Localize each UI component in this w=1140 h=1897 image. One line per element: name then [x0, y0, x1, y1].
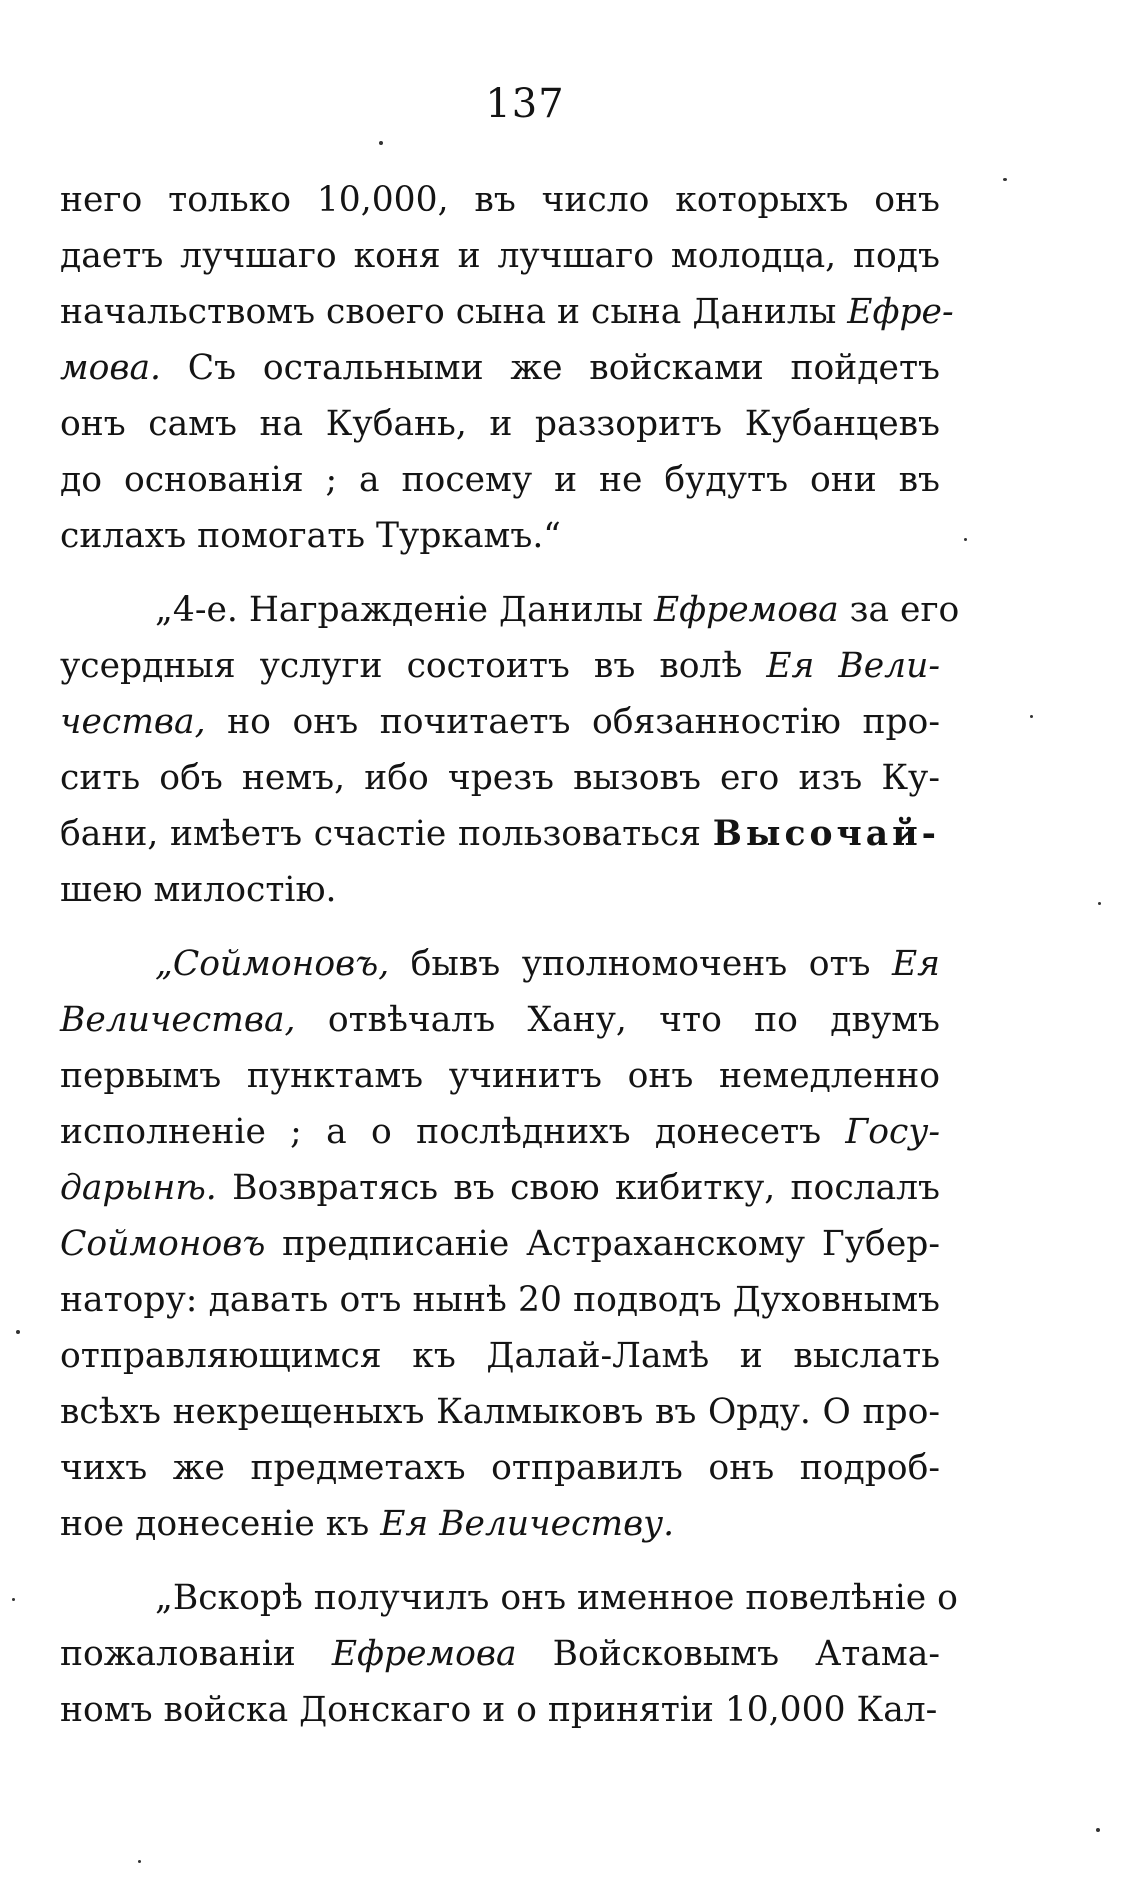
text-run: онъ самъ на Кубань, и раззоритъ Кубанцевъ — [60, 404, 940, 444]
text-line — [60, 228, 940, 284]
italic-run: Величества, — [60, 1000, 296, 1040]
italic-run: Ея — [891, 944, 940, 984]
text-run: чихъ же предметахъ отправилъ онъ подроб- — [60, 1448, 940, 1488]
scan-speck — [1098, 902, 1101, 905]
italic-run: дарынѣ. — [60, 1168, 217, 1208]
text-line — [60, 1216, 940, 1272]
text-run: первымъ пунктамъ учинитъ онъ немедленно — [60, 1056, 940, 1096]
text-run: „4-е. Награжденіе Данилы — [155, 590, 654, 630]
scan-speck — [16, 1330, 20, 1334]
text-run: пожалованіи — [60, 1634, 332, 1674]
text-line — [60, 582, 960, 638]
text-line — [60, 806, 940, 862]
page-number: 137 — [485, 81, 565, 127]
text-line — [60, 452, 940, 508]
text-run: предписаніе Астраханскому Губер- — [265, 1224, 940, 1264]
text-run: натору: давать отъ нынѣ 20 подводъ Духовнымъ — [60, 1280, 940, 1320]
text-run: бани, имѣетъ счастіе пользоваться — [60, 814, 713, 854]
text-run: начальствомъ своего сына и сына Данилы — [60, 292, 848, 332]
text-run: за его — [838, 590, 960, 630]
text-line — [60, 1272, 940, 1328]
text-line — [60, 862, 940, 918]
scan-speck — [1030, 715, 1033, 718]
text-run: но онъ почитаетъ обязанностію про- — [205, 702, 940, 742]
text-line — [60, 638, 940, 694]
text-line — [60, 1160, 940, 1216]
text-run: даетъ лучшаго коня и лучшаго молодца, подъ — [60, 236, 940, 276]
scan-speck — [1096, 1828, 1100, 1832]
scan-speck — [12, 1598, 15, 1601]
text-run: „Вскорѣ получилъ онъ именное повелѣніе о — [155, 1578, 958, 1618]
text-run: шею милостію. — [60, 870, 337, 910]
scan-speck — [964, 538, 967, 541]
text-run: бывъ уполномоченъ отъ — [389, 944, 892, 984]
scan-speck — [1003, 178, 1007, 181]
spaced-run: Высочай- — [712, 814, 940, 854]
text-line — [60, 694, 940, 750]
text-line — [60, 1570, 958, 1626]
italic-run: Ефремова — [331, 1634, 517, 1674]
text-line — [60, 1328, 940, 1384]
scan-speck — [379, 141, 383, 145]
text-run: ное донесеніе къ — [60, 1504, 381, 1544]
italic-run: чества, — [60, 702, 206, 742]
text-run: отвѣчалъ Хану, что по двумъ — [295, 1000, 940, 1040]
italic-run: Ея Величеству. — [380, 1504, 675, 1544]
italic-run: Госу- — [845, 1112, 940, 1152]
text-line — [60, 508, 940, 564]
italic-run: Ефре- — [847, 292, 954, 332]
text-line — [60, 284, 954, 340]
text-line — [60, 1048, 940, 1104]
text-line — [60, 1496, 940, 1552]
text-line — [60, 396, 940, 452]
text-line — [60, 1626, 940, 1682]
text-line — [60, 340, 940, 396]
text-run: отправляющимся къ Далай-Ламѣ и выслать — [60, 1336, 940, 1376]
text-run: усердныя услуги состоитъ въ волѣ — [60, 646, 767, 686]
text-run: номъ войска Донскаго и о принятіи 10,000 Кал- — [60, 1690, 938, 1730]
body-text — [60, 172, 960, 1738]
text-line — [60, 992, 940, 1048]
italic-run: Соймоновъ — [60, 1224, 266, 1264]
scan-speck — [138, 1860, 141, 1863]
text-run: сить объ немъ, ибо чрезъ вызовъ его изъ Ку- — [60, 758, 940, 798]
text-run: силахъ помогать Туркамъ.“ — [60, 516, 561, 556]
text-run: исполненіе ; а о послѣднихъ донесетъ — [60, 1112, 846, 1152]
text-line — [60, 1440, 940, 1496]
italic-run: „Соймоновъ, — [155, 944, 390, 984]
italic-run: Ефремова — [653, 590, 839, 630]
text-run: всѣхъ некрещеныхъ Калмыковъ въ Орду. О про- — [60, 1392, 940, 1432]
text-line — [60, 1104, 940, 1160]
text-run: Съ остальными же войсками пойдетъ — [161, 348, 940, 388]
text-line — [60, 1682, 940, 1738]
text-line — [60, 1384, 940, 1440]
text-run: Войсковымъ Атама- — [516, 1634, 940, 1674]
text-line — [60, 936, 940, 992]
italic-run: Ея Вели- — [766, 646, 940, 686]
italic-run: мова. — [60, 348, 161, 388]
text-line — [60, 750, 940, 806]
text-run: Возвратясь въ свою кибитку, послалъ — [216, 1168, 940, 1208]
text-run: него только 10,000, въ число которыхъ онъ — [60, 180, 940, 220]
text-line — [60, 172, 940, 228]
text-run: до основанія ; а посему и не будутъ они въ — [60, 460, 940, 500]
